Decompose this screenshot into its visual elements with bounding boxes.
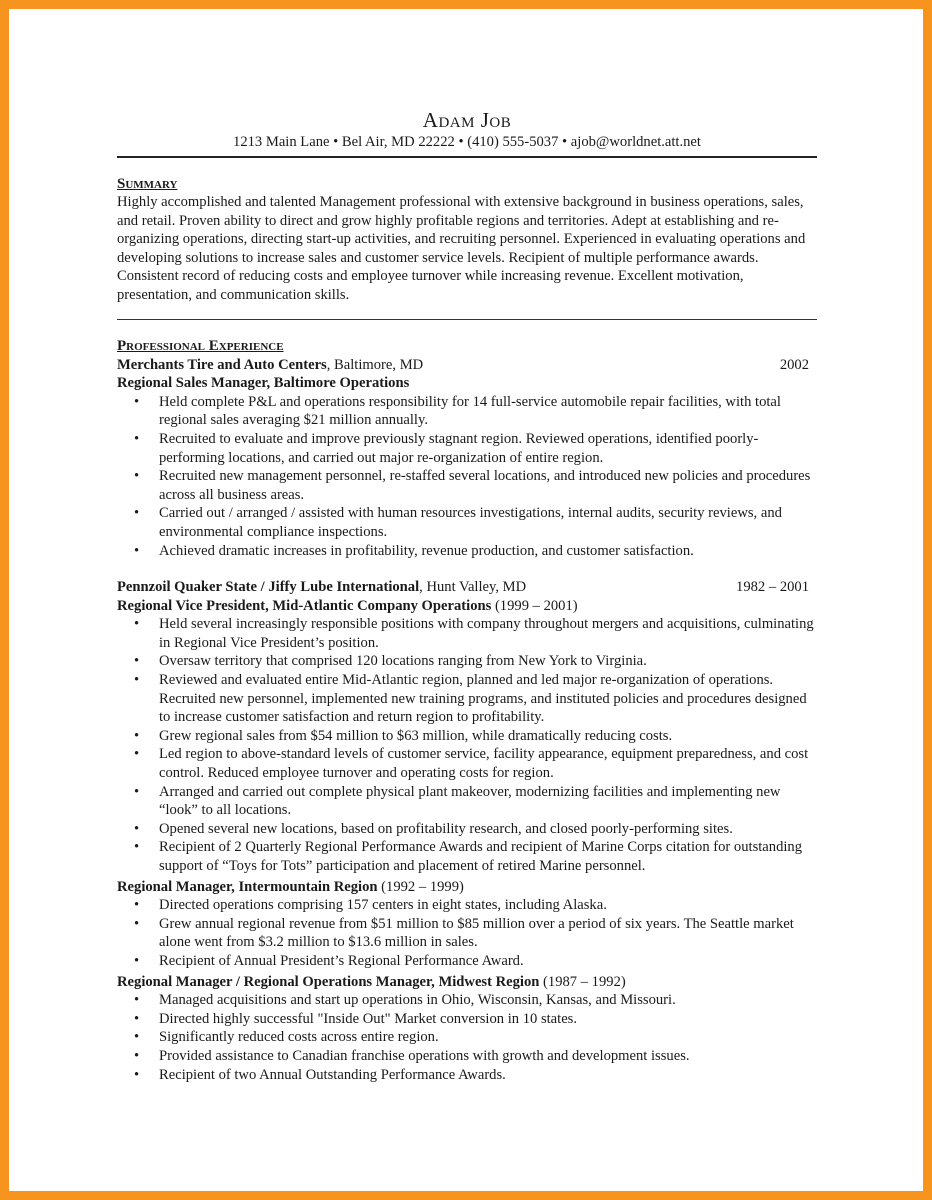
resume-document <box>117 108 817 1084</box>
list-item: • Grew annual regional revenue from $51 million to $85 million over a period of six years. The Seattle market alone went from $3.2 million to $13.6 million in sales. <box>117 915 817 952</box>
role-header <box>117 374 817 393</box>
role-title: Regional Manager, Intermountain Region <box>117 878 378 895</box>
job-dates: 1982 – 2001 <box>736 579 809 596</box>
list-item: • Recipient of Annual President’s Regional Performance Award. <box>117 952 817 971</box>
list-item: • Recipient of two Annual Outstanding Performance Awards. <box>117 1066 817 1085</box>
list-item: • Recruited to evaluate and improve previously stagnant region. Reviewed operations, identified poorly-performing locations, and carried out major re-organization of entire region. <box>117 430 817 467</box>
list-item: • Recruited new management personnel, re-staffed several locations, and introduced new policies and procedures across all business areas. <box>117 467 817 504</box>
list-item: • Provided assistance to Canadian franchise operations with growth and development issues. <box>117 1047 817 1066</box>
list-item: • Held several increasingly responsible positions with company throughout mergers and acquisitions, culminating in Regional Vice President’s position. <box>117 615 817 652</box>
role-title: Regional Vice President, Mid-Atlantic Company Operations <box>117 597 492 614</box>
company-location: , Baltimore, MD <box>326 356 424 373</box>
company-location: , Hunt Valley, MD <box>419 579 527 596</box>
list-item: • Led region to above-standard levels of customer service, facility appearance, equipment preparedness, and cost control. Reduced employee turnover and operating costs for region. <box>117 745 817 782</box>
bullet-list <box>117 991 817 1084</box>
company-name: Pennzoil Quaker State / Jiffy Lube International <box>117 579 420 596</box>
company-name: Merchants Tire and Auto Centers <box>117 356 327 373</box>
summary-divider <box>117 319 817 320</box>
list-item: • Directed highly successful "Inside Out" Market conversion in 10 states. <box>117 1010 817 1029</box>
role-header <box>117 973 817 992</box>
list-item: • Arranged and carried out complete physical plant makeover, modernizing facilities and implementing new “look” to all locations. <box>117 783 817 820</box>
list-item: • Oversaw territory that comprised 120 locations ranging from New York to Virginia. <box>117 652 817 671</box>
list-item: • Reviewed and evaluated entire Mid-Atlantic region, planned and led major re-organization of operations. Recruited new personnel, implemented new training programs, and instituted policies and procedures designed to increase customer satisfaction and return region to profitability. <box>117 671 817 727</box>
list-item: • Recipient of 2 Quarterly Regional Performance Awards and recipient of Marine Corps citation for outstanding support of “Toys for Tots” participation and placement of retired Marine personnel. <box>117 838 817 875</box>
role-dates: (1992 – 1999) <box>377 878 464 895</box>
summary-heading: Summary <box>117 176 178 192</box>
list-item: • Opened several new locations, based on profitability research, and closed poorly-performing sites. <box>117 820 817 839</box>
header-divider <box>117 156 817 158</box>
list-item: • Significantly reduced costs across entire region. <box>117 1028 817 1047</box>
bullet-list <box>117 615 817 875</box>
list-item: • Held complete P&L and operations responsibility for 14 full-service automobile repair facilities, with total regional sales averaging $21 million annually. <box>117 393 817 430</box>
list-item: • Grew regional sales from $54 million to $63 million, while dramatically reducing costs. <box>117 727 817 746</box>
role-dates: (1987 – 1992) <box>539 973 626 990</box>
role-header <box>117 597 817 616</box>
bullet-list <box>117 393 817 560</box>
job-header <box>117 356 817 375</box>
contact-line: 1213 Main Lane • Bel Air, MD 22222 • (410) 555-5037 • ajob@worldnet.att.net <box>233 134 701 150</box>
role-header <box>117 878 817 897</box>
list-item: • Carried out / arranged / assisted with human resources investigations, internal audits, security reviews, and environmental compliance inspections. <box>117 504 817 541</box>
list-item: • Managed acquisitions and start up operations in Ohio, Wisconsin, Kansas, and Missouri. <box>117 991 817 1010</box>
list-item: • Achieved dramatic increases in profitability, revenue production, and customer satisfaction. <box>117 542 817 561</box>
list-item: • Directed operations comprising 157 centers in eight states, including Alaska. <box>117 896 817 915</box>
role-title: Regional Manager / Regional Operations Manager, Midwest Region <box>117 973 540 990</box>
job-dates: 2002 <box>779 356 809 373</box>
summary-text: Highly accomplished and talented Management professional with extensive background in business operations, sales, and retail. Proven ability to direct and grow highly profitable regions and territories. Adept at establishing and re-organizing operations, directing start-up activities, and recruiting personnel. Experienced in evaluating operations and developing solutions to increase sales and customer service levels. Recipient of multiple performance awards. Consistent record of reducing costs and employee turnover while increasing revenue. Excellent motivation, presentation, and communication skills. <box>117 194 806 303</box>
candidate-name: Adam Job <box>422 108 512 132</box>
job-header <box>117 578 817 597</box>
role-title: Regional Sales Manager, Baltimore Operations <box>117 375 410 392</box>
role-dates: (1999 – 2001) <box>491 597 578 614</box>
experience-heading: Professional Experience <box>117 337 284 354</box>
bullet-list <box>117 896 817 970</box>
